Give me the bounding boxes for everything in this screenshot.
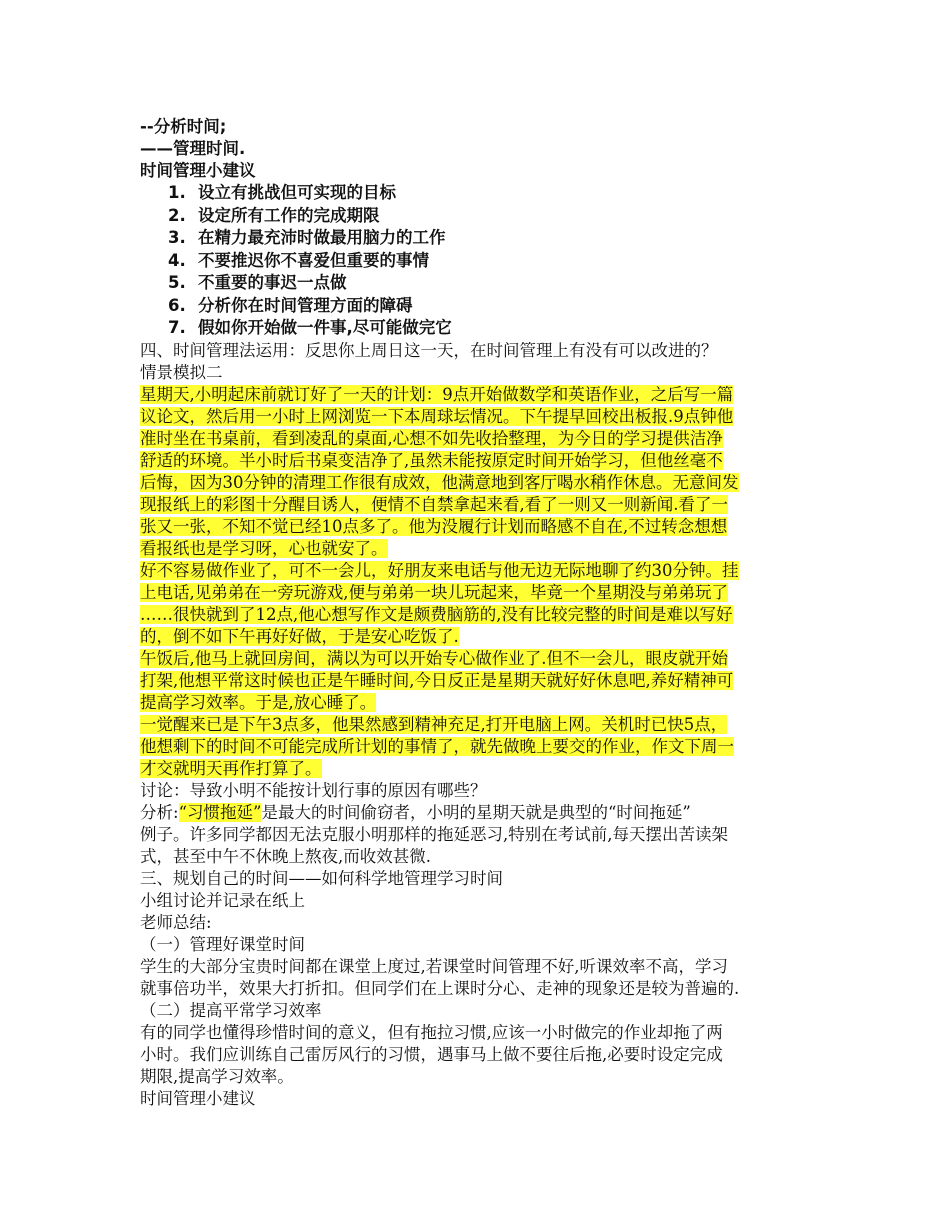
highlighted-text: 张又一张，不知不觉已经10点多了。他为没履行计划而略感不自在,不过转念想想 [140, 516, 728, 536]
subsection-2-title: （二）提高平常学习效率 [140, 1000, 322, 1020]
subsection-1-title: （一）管理好课堂时间 [140, 934, 305, 954]
analysis-text: 例子。许多同学都因无法克服小明那样的拖延恶习,特别在考试前,每天摆出苦读架 [140, 824, 728, 844]
list-item: 1. 设立有挑战但可实现的目标 [168, 183, 396, 202]
highlighted-text: 准时坐在书桌前，看到凌乱的桌面,心想不如先收拾整理，为今日的学习提供洁净 [140, 428, 723, 448]
highlighted-text: 现报纸上的彩图十分醒目诱人，便情不自禁拿起来看,看了一则又一则新闻.看了一 [140, 494, 728, 514]
story-paragraph-4 [140, 714, 820, 780]
paragraph-line: 有的同学也懂得珍惜时间的意义，但有拖拉习惯,应该一小时做完的作业却拖了两 [140, 1022, 723, 1042]
discussion-question: 讨论：导致小明不能按计划行事的原因有哪些？ [140, 780, 487, 800]
list-item: 2. 设定所有工作的完成期限 [168, 205, 380, 225]
group-discussion-note: 小组讨论并记录在纸上 [140, 890, 305, 910]
analysis-text: 是最大的时间偷窃者，小明的星期天就是典型的“时间拖延” [261, 802, 691, 822]
analysis-paragraph [140, 802, 820, 868]
story-paragraph-2 [140, 560, 820, 648]
list-item: 7. 假如你开始做一件事,尽可能做完它 [168, 318, 452, 337]
paragraph-line: 期限,提高学习效率。 [140, 1066, 294, 1086]
highlighted-text: 看报纸也是学习呀，心也就安了。 [140, 538, 388, 558]
highlighted-text: 的，倒不如下午再好好做，于是安心吃饭了. [140, 626, 459, 646]
list-item: 6. 分析你在时间管理方面的障碍 [168, 295, 413, 315]
paragraph-line: 小时。我们应训练自己雷厉风行的习惯，遇事马上做不要往后拖,必要时设定完成 [140, 1044, 723, 1064]
document-body [140, 116, 820, 1110]
section4-title: 四、时间管理法运用：反思你上周日这一天，在时间管理上有没有可以改进的？ [140, 340, 718, 360]
highlighted-text: 一觉醒来已是下午3点多，他果然感到精神充足,打开电脑上网。关机时已快5点， [140, 714, 728, 734]
highlighted-text: 他想剩下的时间不可能完成所计划的事情了，就先做晚上要交的作业，作文下周一 [140, 736, 734, 756]
highlighted-text: 提高学习效率。于是,放心睡了。 [140, 692, 377, 712]
highlighted-text: 才交就明天再作打算了。 [140, 758, 322, 778]
highlighted-text: 星期天,小明起床前就订好了一天的计划：9点开始做数学和英语作业，之后写一篇 [140, 384, 734, 404]
teacher-summary-label: 老师总结: [140, 912, 212, 932]
heading-manage-time: ——管理时间. [140, 139, 246, 158]
highlighted-text: 好不容易做作业了，可不一会儿，好朋友来电话与他无边无际地聊了约30分钟。挂 [140, 560, 739, 580]
highlighted-text: 上电话,见弟弟在一旁玩游戏,便与弟弟一块儿玩起来，毕竟一个星期没与弟弟玩了 [140, 582, 728, 602]
scenario-label: 情景模拟二 [140, 362, 223, 382]
analysis-prefix: 分析: [140, 802, 179, 822]
tips-list [140, 182, 820, 340]
analysis-text: 式，甚至中午不休晚上熬夜,而收效甚微. [140, 846, 431, 866]
paragraph-line: 学生的大部分宝贵时间都在课堂上度过,若课堂时间管理不好,听课效率不高，学习 [140, 956, 728, 976]
tips-title: 时间管理小建议 [140, 161, 256, 180]
highlighted-text: 后悔，因为30分钟的清理工作很有成效，他满意地到客厅喝水稍作休息。无意间发 [140, 472, 739, 492]
list-item: 5. 不重要的事迟一点做 [168, 273, 347, 292]
heading-analyze-time: --分析时间; [140, 117, 227, 136]
paragraph-line: 就事倍功半，效果大打折扣。但同学们在上课时分心、走神的现象还是较为普遍的. [140, 978, 740, 998]
highlighted-text: 舒适的环境。半小时后书桌变洁净了,虽然未能按原定时间开始学习，但他丝毫不 [140, 450, 723, 470]
story-paragraph-3 [140, 648, 820, 714]
highlighted-text: 午饭后,他马上就回房间，满以为可以开始专心做作业了.但不一会儿，眼皮就开始 [140, 648, 728, 668]
list-item: 4. 不要推迟你不喜爱但重要的事情 [168, 250, 429, 270]
highlighted-text: 打架,他想平常这时候也正是午睡时间,今日反正是星期天就好好休息吧,养好精神可 [140, 670, 734, 690]
highlighted-text: 议论文，然后用一小时上网浏览一下本周球坛情况。下午提早回校出板报.9点钟他 [140, 406, 734, 426]
highlighted-text: “习惯拖延” [178, 802, 262, 822]
list-item: 3. 在精力最充沛时做最用脑力的工作 [168, 228, 446, 247]
footer-tips-title: 时间管理小建议 [140, 1088, 256, 1108]
story-paragraph-1 [140, 384, 820, 560]
highlighted-text: ……很快就到了12点,他心想写作文是颇费脑筋的,没有比较完整的时间是难以写好 [140, 604, 733, 624]
section3-title: 三、规划自己的时间——如何科学地管理学习时间 [140, 868, 503, 888]
